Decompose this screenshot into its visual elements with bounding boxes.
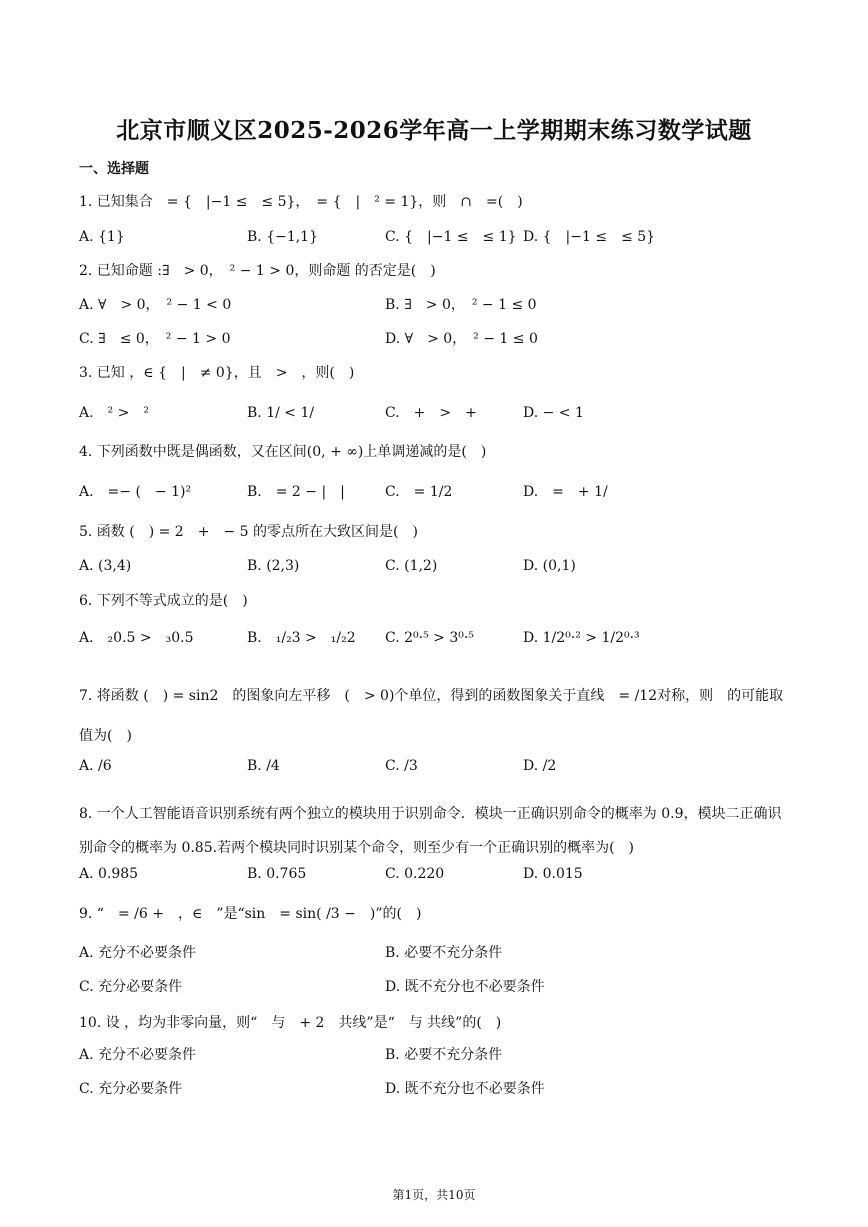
question-2-option-a: A. ∀ > 0， ² − 1 < 0 bbox=[79, 297, 232, 313]
question-7-option-b: B. /4 bbox=[247, 758, 280, 774]
question-9-option-b: B. 必要不充分条件 bbox=[385, 945, 503, 961]
question-3-option-b: B. 1/ < 1/ bbox=[247, 405, 315, 421]
question-2-option-c: C. ∃ ≤ 0， ² − 1 > 0 bbox=[79, 331, 231, 347]
question-6-option-c: C. 2⁰·⁵ > 3⁰·⁵ bbox=[385, 630, 474, 646]
question-8-option-c: C. 0.220 bbox=[385, 866, 445, 882]
question-9-stem: 9. “ = /6 + ，∈ ”是“sin = sin( /3 − )”的( ) bbox=[79, 906, 422, 922]
question-10-option-b: B. 必要不充分条件 bbox=[385, 1047, 503, 1063]
question-10-option-c: C. 充分必要条件 bbox=[79, 1081, 183, 1097]
question-2-option-b: B. ∃ > 0， ² − 1 ≤ 0 bbox=[385, 297, 537, 313]
section-heading: 一、选择题 bbox=[79, 161, 149, 177]
question-8-option-b: B. 0.765 bbox=[247, 866, 307, 882]
question-4-option-c: C. = 1/2 bbox=[385, 484, 453, 500]
question-1-option-b: B. {−1,1} bbox=[247, 229, 318, 245]
question-4-option-a: A. =− ( − 1)² bbox=[79, 484, 192, 500]
question-5-option-c: C. (1,2) bbox=[385, 558, 438, 574]
question-3-option-d: D. − < 1 bbox=[523, 405, 584, 421]
question-6-option-d: D. 1/2⁰·² > 1/2⁰·³ bbox=[523, 630, 640, 646]
question-3-option-c: C. + > + bbox=[385, 405, 477, 421]
question-7-option-c: C. /3 bbox=[385, 758, 418, 774]
question-5-option-d: D. (0,1) bbox=[523, 558, 576, 574]
question-4-option-b: B. = 2 − | | bbox=[247, 484, 345, 500]
question-5-stem: 5. 函数 ( ) = 2 + − 5 的零点所在大致区间是( ) bbox=[79, 524, 418, 540]
question-4-stem: 4. 下列函数中既是偶函数，又在区间(0, + ∞)上单调递减的是( ) bbox=[79, 444, 487, 460]
question-9-option-c: C. 充分必要条件 bbox=[79, 979, 183, 995]
question-8-option-a: A. 0.985 bbox=[79, 866, 139, 882]
question-6-option-b: B. ₁/₂3 > ₁/₂2 bbox=[247, 630, 356, 646]
question-5-option-a: A. (3,4) bbox=[79, 558, 132, 574]
question-8-option-d: D. 0.015 bbox=[523, 866, 583, 882]
question-1-option-c: C. { |−1 ≤ ≤ 1} bbox=[385, 229, 517, 245]
question-1-option-d: D. { |−1 ≤ ≤ 5} bbox=[523, 229, 656, 245]
question-7-option-a: A. /6 bbox=[79, 758, 112, 774]
question-10-stem: 10. 设 ，均为非零向量，则“ 与 + 2 共线”是“ 与 共线”的( ) bbox=[79, 1015, 502, 1031]
question-10-option-a: A. 充分不必要条件 bbox=[79, 1047, 197, 1063]
question-5-option-b: B. (2,3) bbox=[247, 558, 300, 574]
question-10-option-d: D. 既不充分也不必要条件 bbox=[385, 1081, 545, 1097]
question-6-option-a: A. ₂0.5 > ₃0.5 bbox=[79, 630, 194, 646]
question-6-stem: 6. 下列不等式成立的是( ) bbox=[79, 593, 248, 609]
question-2-option-d: D. ∀ > 0， ² − 1 ≤ 0 bbox=[385, 331, 538, 347]
question-7-option-d: D. /2 bbox=[523, 758, 557, 774]
question-1-option-a: A. {1} bbox=[79, 229, 125, 245]
question-7-stem: 7. 将函数 ( ) = sin2 的图象向左平移 ( > 0)个单位，得到的函数图象关于直线 = /12对称，则 的可能取值为( ) bbox=[79, 688, 784, 744]
page-footer: 第1页，共10页 bbox=[392, 1188, 476, 1202]
question-9-option-a: A. 充分不必要条件 bbox=[79, 945, 197, 961]
question-3-option-a: A. ² > ² bbox=[79, 405, 149, 421]
question-3-stem: 3. 已知 ，∈ { | ≠ 0}，且 > ，则( ) bbox=[79, 365, 355, 381]
question-8-stem: 8. 一个人工智能语音识别系统有两个独立的模块用于识别命令．模块一正确识别命令的概率为 0.9，模块二正确识别命令的概率为 0.85.若两个模块同时识别某个命令，则至少有一个正确识别的概率为( ) bbox=[79, 806, 782, 856]
question-1-stem: 1. 已知集合 = { |−1 ≤ ≤ 5}， = { | ² = 1}，则 ∩ =( ) bbox=[79, 194, 523, 210]
question-2-stem: 2. 已知命题 :∃ > 0， ² − 1 > 0，则命题 的否定是( ) bbox=[79, 263, 436, 279]
question-4-option-d: D. = + 1/ bbox=[523, 484, 608, 500]
page-title: 北京市顺义区2025-2026学年高一上学期期末练习数学试题 bbox=[116, 117, 752, 144]
question-9-option-d: D. 既不充分也不必要条件 bbox=[385, 979, 545, 995]
